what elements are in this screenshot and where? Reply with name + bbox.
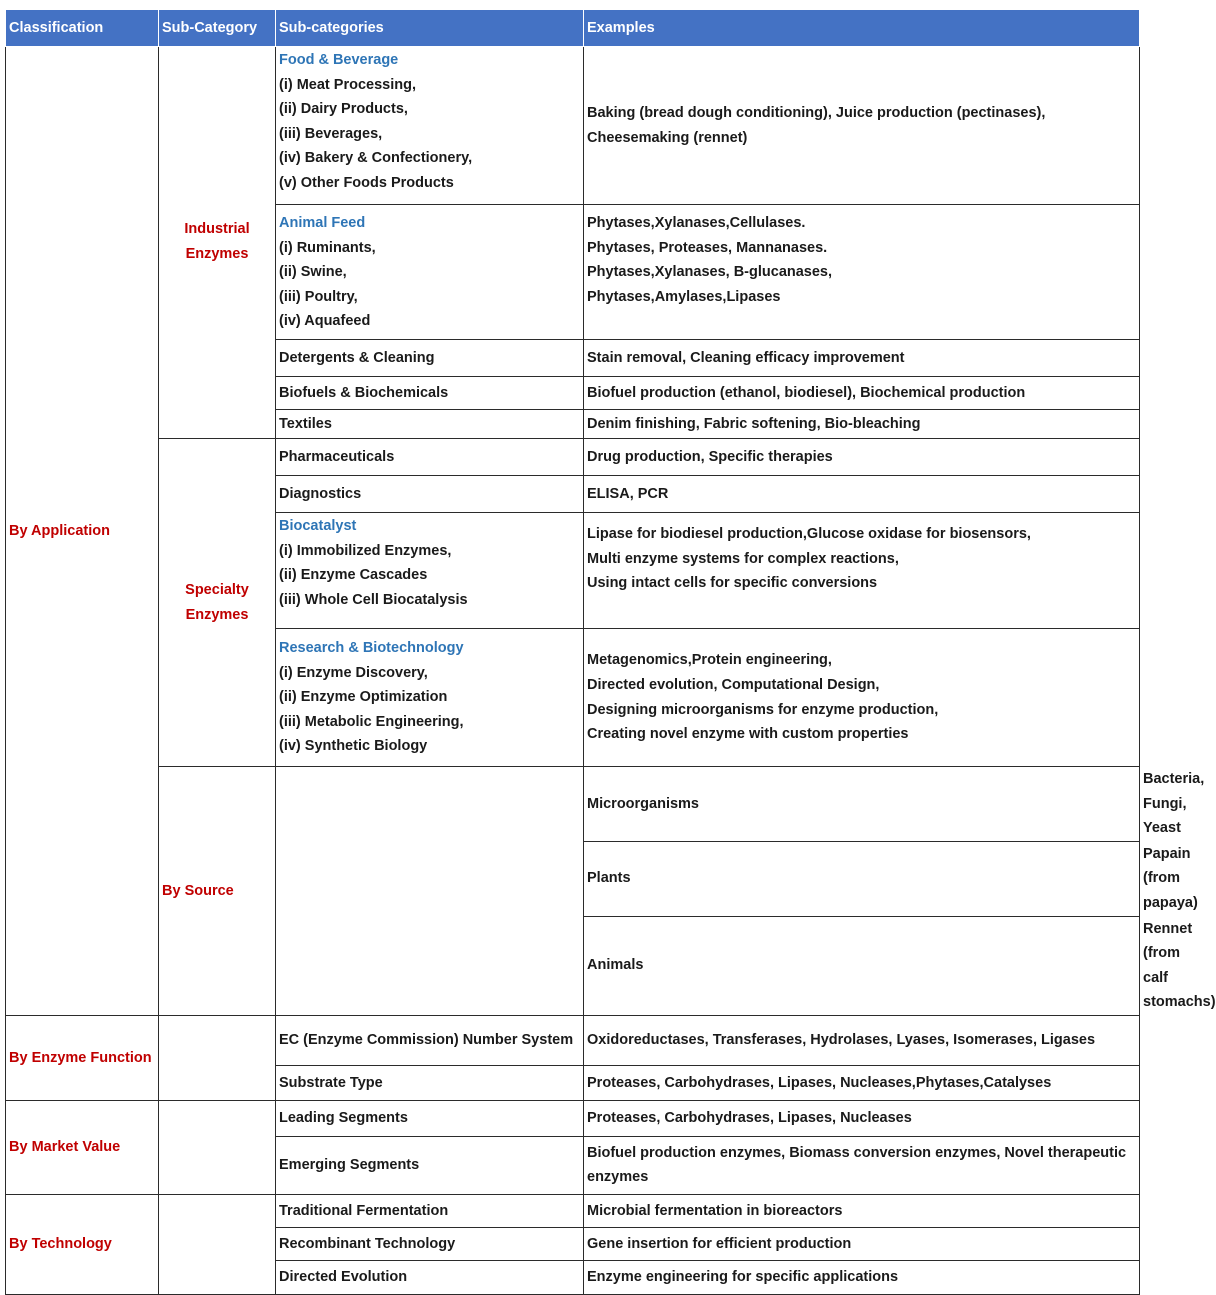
specialty-label-line: Enzymes: [185, 606, 249, 623]
table-row: Plants Papain (from papaya): [6, 841, 1140, 916]
subcat-recombinant: Recombinant Technology: [276, 1227, 584, 1260]
header-classification: Classification: [6, 10, 159, 47]
classification-by-technology: By Technology: [6, 1194, 159, 1294]
header-sub-category: Sub-Category: [159, 10, 276, 47]
classification-by-source: By Source: [159, 767, 276, 1016]
list-item: (iv) Aquafeed: [279, 313, 371, 330]
list-item: (iv) Bakery & Confectionery,: [279, 150, 473, 167]
list-item: (i) Ruminants,: [279, 239, 376, 256]
subcat-plants: Plants: [584, 841, 1140, 916]
subcat-traditional-fermentation: Traditional Fermentation: [276, 1194, 584, 1227]
header-sub-categories: Sub-categories: [276, 10, 584, 47]
subcat-pharmaceuticals: Pharmaceuticals: [276, 439, 584, 476]
examples-research-biotech: [584, 629, 1140, 767]
example-line: Using intact cells for specific conversions: [587, 575, 878, 592]
table-row: [6, 439, 1140, 476]
examples-food-beverage: [584, 47, 1140, 205]
subcategory-empty: [159, 1015, 276, 1100]
examples-biocatalyst: [584, 513, 1140, 629]
subcat-detergents: Detergents & Cleaning: [276, 340, 584, 377]
list-item: (ii) Dairy Products,: [279, 101, 408, 118]
subcat-diagnostics: Diagnostics: [276, 476, 584, 513]
industrial-label-line: Enzymes: [185, 245, 249, 262]
example-line: Creating novel enzyme with custom properties: [587, 726, 909, 743]
enzyme-classification-table: [5, 9, 1216, 1295]
example-diagnostics: ELISA, PCR: [584, 476, 1140, 513]
header-row: [6, 10, 1140, 47]
table-row: [6, 1015, 1140, 1065]
example-line: Baking (bread dough conditioning), Juice production (pectinases),: [587, 104, 1046, 121]
example-line: Cheesemaking (rennet): [587, 129, 748, 146]
animal-feed-title: Animal Feed: [279, 215, 366, 231]
example-line: Phytases, Proteases, Mannanases.: [587, 239, 828, 256]
subcat-biocatalyst: [276, 513, 584, 629]
example-directed-evolution: Enzyme engineering for specific applications: [584, 1260, 1140, 1294]
subcategory-empty: [276, 767, 584, 1016]
example-leading: Proteases, Carbohydrases, Lipases, Nucleases: [584, 1100, 1140, 1136]
table-row: [6, 1100, 1140, 1136]
example-substrate-type: Proteases, Carbohydrases, Lipases, Nucleases,Phytases,Catalyses: [584, 1065, 1140, 1100]
industrial-label-line: Industrial: [184, 221, 250, 237]
subcat-microorganisms: Microorganisms: [584, 767, 1140, 842]
specialty-label-line: Specialty: [185, 581, 249, 598]
example-line: Phytases,Xylanases, B-glucanases,: [587, 264, 833, 281]
subcat-textiles: Textiles: [276, 410, 584, 439]
list-item: (ii) Enzyme Cascades: [279, 567, 428, 584]
research-title: Research & Biotechnology: [279, 640, 464, 657]
subcat-emerging: Emerging Segments: [276, 1136, 584, 1194]
subcat-biofuels: Biofuels & Biochemicals: [276, 377, 584, 410]
subcategory-industrial-enzymes: [159, 47, 276, 439]
example-line: Metagenomics,Protein engineering,: [587, 652, 832, 669]
example-recombinant: Gene insertion for efficient production: [584, 1227, 1140, 1260]
example-ec-number: Oxidoreductases, Transferases, Hydrolases, Lyases, Isomerases, Ligases: [584, 1015, 1140, 1065]
example-line: enzymes: [587, 1169, 649, 1186]
list-item: (iii) Beverages,: [279, 125, 383, 142]
list-item: (v) Other Foods Products: [279, 174, 454, 191]
classification-by-market: By Market Value: [6, 1100, 159, 1194]
header-examples: Examples: [584, 10, 1140, 47]
list-item: (iv) Synthetic Biology: [279, 738, 428, 755]
examples-animal-feed: [584, 205, 1140, 340]
example-line: Phytases,Amylases,Lipases: [587, 288, 781, 305]
subcat-food-beverage: [276, 47, 584, 205]
list-item: (i) Enzyme Discovery,: [279, 664, 428, 681]
subcat-directed-evolution: Directed Evolution: [276, 1260, 584, 1294]
table-row: Animals Rennet (from calf stomachs): [6, 916, 1140, 1015]
example-detergents: Stain removal, Cleaning efficacy improvement: [584, 340, 1140, 377]
example-biofuels: Biofuel production (ethanol, biodiesel), Biochemical production: [584, 377, 1140, 410]
subcat-ec-number: EC (Enzyme Commission) Number System: [276, 1015, 584, 1065]
example-emerging: [584, 1136, 1140, 1194]
subcat-animals: Animals: [584, 916, 1140, 1015]
subcategory-empty: [159, 1100, 276, 1194]
example-pharmaceuticals: Drug production, Specific therapies: [584, 439, 1140, 476]
example-line: Multi enzyme systems for complex reactions,: [587, 550, 899, 567]
classification-by-function: By Enzyme Function: [6, 1015, 159, 1100]
table-row: [6, 1194, 1140, 1227]
example-traditional-fermentation: Microbial fermentation in bioreactors: [584, 1194, 1140, 1227]
subcat-substrate-type: Substrate Type: [276, 1065, 584, 1100]
food-beverage-title: Food & Beverage: [279, 52, 399, 68]
table-row: [6, 47, 1140, 205]
list-item: (iii) Whole Cell Biocatalysis: [279, 591, 468, 608]
example-line: Phytases,Xylanases,Cellulases.: [587, 215, 806, 231]
subcategory-specialty-enzymes: [159, 439, 276, 767]
list-item: (ii) Enzyme Optimization: [279, 689, 448, 706]
list-item: (ii) Swine,: [279, 264, 347, 281]
subcat-research-biotech: [276, 629, 584, 767]
subcat-animal-feed: [276, 205, 584, 340]
list-item: (i) Immobilized Enzymes,: [279, 542, 452, 559]
list-item: (iii) Metabolic Engineering,: [279, 713, 464, 730]
subcategory-empty: [159, 1194, 276, 1294]
table-row: By Source Microorganisms Bacteria, Fungi, Yeast: [6, 767, 1140, 842]
example-textiles: Denim finishing, Fabric softening, Bio-bleaching: [584, 410, 1140, 439]
biocatalyst-title: Biocatalyst: [279, 518, 357, 534]
example-line: Designing microorganisms for enzyme production,: [587, 701, 939, 718]
list-item: (iii) Poultry,: [279, 288, 358, 305]
example-line: Directed evolution, Computational Design,: [587, 676, 880, 693]
example-line: Lipase for biodiesel production,Glucose oxidase for biosensors,: [587, 526, 1031, 542]
subcat-leading: Leading Segments: [276, 1100, 584, 1136]
classification-by-application: By Application: [6, 47, 159, 1016]
example-line: Biofuel production enzymes, Biomass conversion enzymes, Novel therapeutic: [587, 1144, 1127, 1161]
list-item: (i) Meat Processing,: [279, 76, 416, 93]
